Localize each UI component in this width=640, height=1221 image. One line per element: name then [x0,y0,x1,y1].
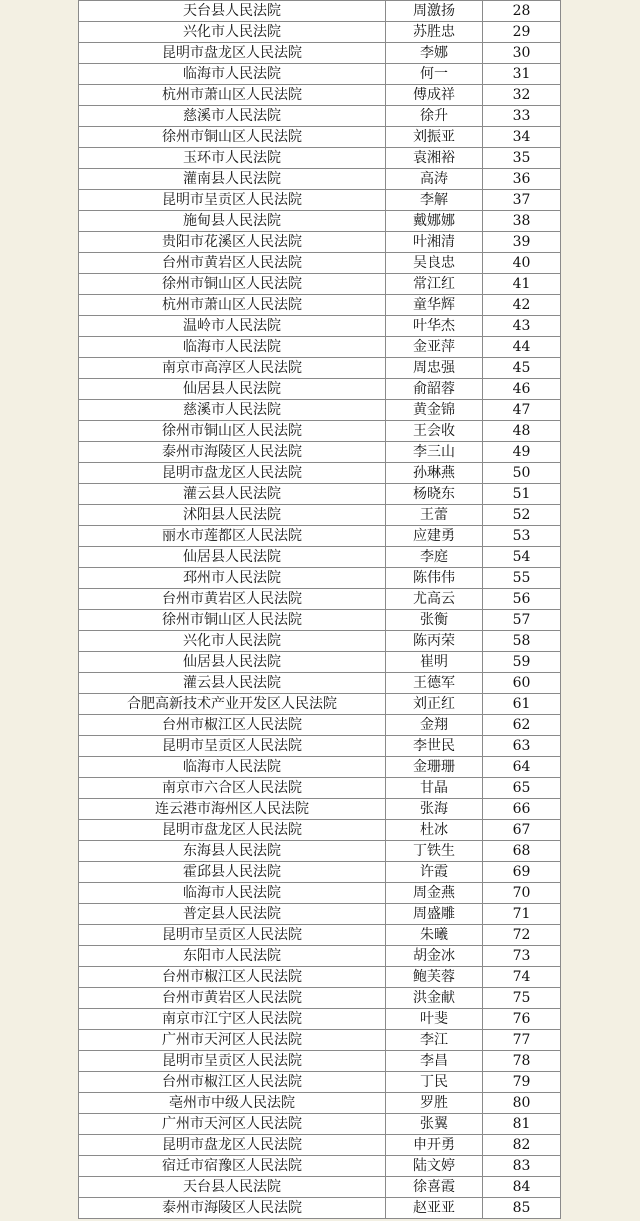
table-row [79,190,561,211]
ranking-table [78,0,561,1219]
name-cell: 朱曦 [386,925,483,946]
table-row [79,1009,561,1030]
rank-cell: 57 [483,610,561,631]
table-row [79,1,561,22]
court-cell: 昆明市呈贡区人民法院 [79,190,386,211]
name-cell: 陈丙荣 [386,631,483,652]
table-row [79,505,561,526]
name-cell: 苏胜忠 [386,22,483,43]
table-row [79,1072,561,1093]
rank-cell: 29 [483,22,561,43]
rank-cell: 76 [483,1009,561,1030]
name-cell: 徐喜霞 [386,1177,483,1198]
name-cell: 丁铁生 [386,841,483,862]
court-cell: 昆明市盘龙区人民法院 [79,1135,386,1156]
table-row [79,253,561,274]
rank-cell: 61 [483,694,561,715]
rank-cell: 39 [483,232,561,253]
name-cell: 叶湘清 [386,232,483,253]
court-cell: 宿迁市宿豫区人民法院 [79,1156,386,1177]
court-cell: 徐州市铜山区人民法院 [79,274,386,295]
table-row [79,526,561,547]
name-cell: 李解 [386,190,483,211]
court-cell: 南京市江宁区人民法院 [79,1009,386,1030]
table-row [79,484,561,505]
court-cell: 灌南县人民法院 [79,169,386,190]
name-cell: 周金燕 [386,883,483,904]
table-row [79,127,561,148]
rank-cell: 71 [483,904,561,925]
table-row [79,967,561,988]
court-cell: 仙居县人民法院 [79,547,386,568]
court-cell: 东海县人民法院 [79,841,386,862]
table-row [79,589,561,610]
name-cell: 袁湘裕 [386,148,483,169]
name-cell: 叶华杰 [386,316,483,337]
name-cell: 李江 [386,1030,483,1051]
table-row [79,379,561,400]
name-cell: 高涛 [386,169,483,190]
name-cell: 申开勇 [386,1135,483,1156]
court-cell: 兴化市人民法院 [79,22,386,43]
court-cell: 台州市黄岩区人民法院 [79,589,386,610]
name-cell: 金珊珊 [386,757,483,778]
table-row [79,841,561,862]
rank-cell: 44 [483,337,561,358]
table-row [79,148,561,169]
table-row [79,568,561,589]
court-cell: 台州市椒江区人民法院 [79,967,386,988]
name-cell: 陆文婷 [386,1156,483,1177]
court-cell: 南京市高淳区人民法院 [79,358,386,379]
name-cell: 杨晓东 [386,484,483,505]
rank-cell: 46 [483,379,561,400]
court-cell: 临海市人民法院 [79,337,386,358]
rank-cell: 55 [483,568,561,589]
rank-cell: 77 [483,1030,561,1051]
ranking-table-wrapper [78,0,560,1219]
table-row [79,337,561,358]
name-cell: 童华辉 [386,295,483,316]
table-row [79,757,561,778]
table-row [79,883,561,904]
name-cell: 李庭 [386,547,483,568]
table-row [79,64,561,85]
table-row [79,652,561,673]
table-row [79,1198,561,1219]
rank-cell: 75 [483,988,561,1009]
name-cell: 孙琳燕 [386,463,483,484]
rank-cell: 62 [483,715,561,736]
court-cell: 广州市天河区人民法院 [79,1114,386,1135]
court-cell: 亳州市中级人民法院 [79,1093,386,1114]
court-cell: 普定县人民法院 [79,904,386,925]
table-row [79,1051,561,1072]
court-cell: 昆明市呈贡区人民法院 [79,1051,386,1072]
rank-cell: 58 [483,631,561,652]
court-cell: 灌云县人民法院 [79,484,386,505]
name-cell: 崔明 [386,652,483,673]
rank-cell: 73 [483,946,561,967]
rank-cell: 28 [483,1,561,22]
rank-cell: 78 [483,1051,561,1072]
table-row [79,358,561,379]
table-row [79,862,561,883]
name-cell: 张衡 [386,610,483,631]
name-cell: 李昌 [386,1051,483,1072]
court-cell: 南京市六合区人民法院 [79,778,386,799]
table-row [79,946,561,967]
table-row [79,274,561,295]
name-cell: 洪金献 [386,988,483,1009]
name-cell: 陈伟伟 [386,568,483,589]
court-cell: 丽水市莲都区人民法院 [79,526,386,547]
rank-cell: 72 [483,925,561,946]
name-cell: 甘晶 [386,778,483,799]
rank-cell: 82 [483,1135,561,1156]
rank-cell: 40 [483,253,561,274]
name-cell: 叶斐 [386,1009,483,1030]
rank-cell: 51 [483,484,561,505]
rank-cell: 81 [483,1114,561,1135]
table-row [79,631,561,652]
table-row [79,925,561,946]
name-cell: 王会收 [386,421,483,442]
table-row [79,610,561,631]
court-cell: 灌云县人民法院 [79,673,386,694]
court-cell: 沭阳县人民法院 [79,505,386,526]
table-row [79,295,561,316]
table-row [79,85,561,106]
court-cell: 徐州市铜山区人民法院 [79,610,386,631]
table-row [79,673,561,694]
name-cell: 徐升 [386,106,483,127]
rank-cell: 60 [483,673,561,694]
table-row [79,1114,561,1135]
court-cell: 台州市黄岩区人民法院 [79,988,386,1009]
name-cell: 王德军 [386,673,483,694]
table-row [79,400,561,421]
table-row [79,1093,561,1114]
court-cell: 台州市椒江区人民法院 [79,1072,386,1093]
court-cell: 泰州市海陵区人民法院 [79,1198,386,1219]
rank-cell: 50 [483,463,561,484]
rank-cell: 85 [483,1198,561,1219]
rank-cell: 38 [483,211,561,232]
table-row [79,904,561,925]
name-cell: 吴良忠 [386,253,483,274]
name-cell: 张翼 [386,1114,483,1135]
name-cell: 刘振亚 [386,127,483,148]
court-cell: 合肥高新技术产业开发区人民法院 [79,694,386,715]
name-cell: 周盛雕 [386,904,483,925]
name-cell: 赵亚亚 [386,1198,483,1219]
name-cell: 鲍芙蓉 [386,967,483,988]
name-cell: 张海 [386,799,483,820]
name-cell: 李三山 [386,442,483,463]
court-cell: 徐州市铜山区人民法院 [79,127,386,148]
rank-cell: 53 [483,526,561,547]
court-cell: 东阳市人民法院 [79,946,386,967]
rank-cell: 84 [483,1177,561,1198]
rank-cell: 49 [483,442,561,463]
rank-cell: 48 [483,421,561,442]
rank-cell: 66 [483,799,561,820]
name-cell: 戴娜娜 [386,211,483,232]
rank-cell: 70 [483,883,561,904]
table-row [79,463,561,484]
court-cell: 昆明市呈贡区人民法院 [79,736,386,757]
table-row [79,421,561,442]
table-row [79,820,561,841]
court-cell: 天台县人民法院 [79,1177,386,1198]
court-cell: 兴化市人民法院 [79,631,386,652]
court-cell: 临海市人民法院 [79,757,386,778]
rank-cell: 30 [483,43,561,64]
court-cell: 临海市人民法院 [79,64,386,85]
name-cell: 周忠强 [386,358,483,379]
table-row [79,442,561,463]
name-cell: 何一 [386,64,483,85]
table-row [79,211,561,232]
name-cell: 许霞 [386,862,483,883]
table-row [79,736,561,757]
table-row [79,547,561,568]
rank-cell: 47 [483,400,561,421]
rank-cell: 56 [483,589,561,610]
rank-cell: 31 [483,64,561,85]
court-cell: 台州市椒江区人民法院 [79,715,386,736]
court-cell: 昆明市盘龙区人民法院 [79,43,386,64]
table-row [79,1135,561,1156]
rank-cell: 63 [483,736,561,757]
rank-cell: 65 [483,778,561,799]
court-cell: 昆明市呈贡区人民法院 [79,925,386,946]
name-cell: 应建勇 [386,526,483,547]
court-cell: 慈溪市人民法院 [79,400,386,421]
table-row [79,1156,561,1177]
name-cell: 李娜 [386,43,483,64]
rank-cell: 68 [483,841,561,862]
court-cell: 昆明市盘龙区人民法院 [79,820,386,841]
table-row [79,232,561,253]
court-cell: 仙居县人民法院 [79,379,386,400]
name-cell: 黄金锦 [386,400,483,421]
rank-cell: 74 [483,967,561,988]
table-row [79,1177,561,1198]
table-row [79,1030,561,1051]
court-cell: 邳州市人民法院 [79,568,386,589]
court-cell: 贵阳市花溪区人民法院 [79,232,386,253]
court-cell: 临海市人民法院 [79,883,386,904]
court-cell: 玉环市人民法院 [79,148,386,169]
name-cell: 金亚萍 [386,337,483,358]
court-cell: 施甸县人民法院 [79,211,386,232]
rank-cell: 43 [483,316,561,337]
table-row [79,106,561,127]
name-cell: 傅成祥 [386,85,483,106]
table-row [79,799,561,820]
name-cell: 丁民 [386,1072,483,1093]
table-row [79,988,561,1009]
ranking-table-body [79,1,561,1219]
rank-cell: 59 [483,652,561,673]
rank-cell: 79 [483,1072,561,1093]
rank-cell: 45 [483,358,561,379]
court-cell: 台州市黄岩区人民法院 [79,253,386,274]
table-row [79,778,561,799]
name-cell: 常江红 [386,274,483,295]
rank-cell: 41 [483,274,561,295]
table-row [79,694,561,715]
rank-cell: 80 [483,1093,561,1114]
rank-cell: 35 [483,148,561,169]
name-cell: 李世民 [386,736,483,757]
rank-cell: 54 [483,547,561,568]
name-cell: 杜冰 [386,820,483,841]
name-cell: 罗胜 [386,1093,483,1114]
rank-cell: 32 [483,85,561,106]
name-cell: 金翔 [386,715,483,736]
table-row [79,43,561,64]
court-cell: 仙居县人民法院 [79,652,386,673]
name-cell: 刘正红 [386,694,483,715]
court-cell: 天台县人民法院 [79,1,386,22]
court-cell: 杭州市萧山区人民法院 [79,85,386,106]
rank-cell: 36 [483,169,561,190]
court-cell: 杭州市萧山区人民法院 [79,295,386,316]
name-cell: 胡金冰 [386,946,483,967]
rank-cell: 34 [483,127,561,148]
name-cell: 尤高云 [386,589,483,610]
court-cell: 泰州市海陵区人民法院 [79,442,386,463]
rank-cell: 33 [483,106,561,127]
court-cell: 广州市天河区人民法院 [79,1030,386,1051]
name-cell: 周激扬 [386,1,483,22]
court-cell: 昆明市盘龙区人民法院 [79,463,386,484]
rank-cell: 42 [483,295,561,316]
court-cell: 徐州市铜山区人民法院 [79,421,386,442]
court-cell: 慈溪市人民法院 [79,106,386,127]
court-cell: 温岭市人民法院 [79,316,386,337]
rank-cell: 83 [483,1156,561,1177]
court-cell: 连云港市海州区人民法院 [79,799,386,820]
rank-cell: 64 [483,757,561,778]
table-row [79,715,561,736]
rank-cell: 52 [483,505,561,526]
table-row [79,169,561,190]
table-row [79,22,561,43]
rank-cell: 69 [483,862,561,883]
rank-cell: 37 [483,190,561,211]
rank-cell: 67 [483,820,561,841]
name-cell: 俞韶蓉 [386,379,483,400]
name-cell: 王蕾 [386,505,483,526]
court-cell: 霍邱县人民法院 [79,862,386,883]
table-row [79,316,561,337]
